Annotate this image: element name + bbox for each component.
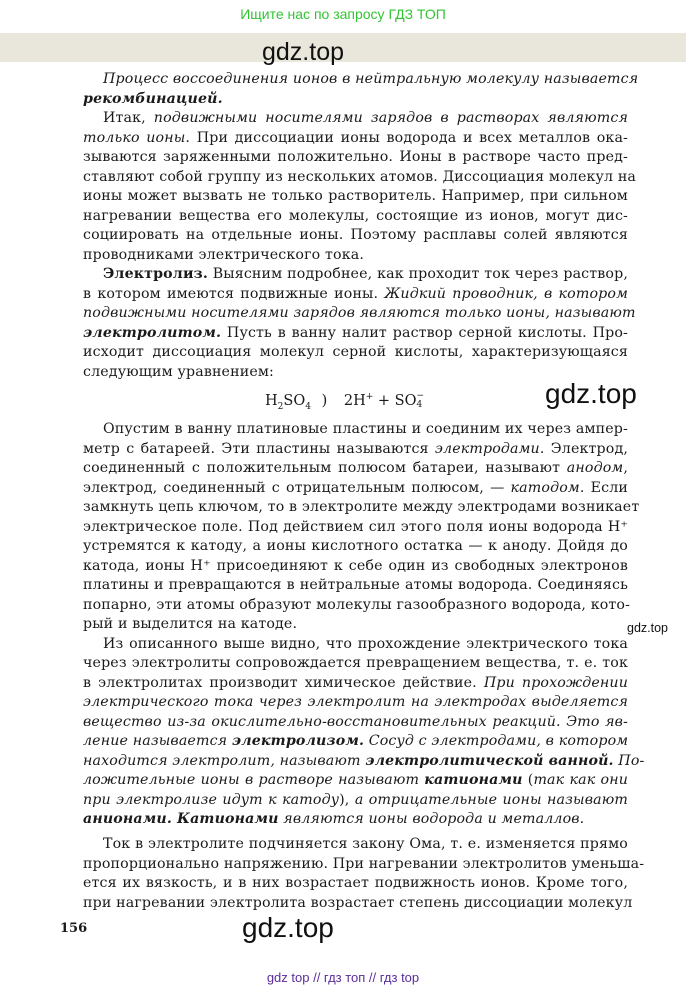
- bold-term: электролизом.: [231, 733, 365, 749]
- text-run: замкнуть цепь ключом, то в электролите между электродами возникает: [83, 499, 640, 515]
- text-line: [103, 265, 628, 283]
- text-run: ставляют собой группу из нескольких атомов. Диссоциация молекул на: [83, 168, 637, 185]
- italic-text: только ионы.: [83, 129, 191, 146]
- italic-text: а отрицательные ионы называют: [354, 791, 628, 808]
- italic-text: ложительные ионы в растворе называют: [83, 772, 425, 788]
- italic-text: По-: [613, 752, 645, 769]
- text-line: [103, 70, 639, 88]
- text-run: электрическое поле. Под действием сил этого поля ионы водорода H⁺: [83, 518, 628, 535]
- bold-term: катионами: [424, 772, 523, 788]
- italic-text: Процесс воссоединения ионов в нейтральную молекулу называется: [103, 71, 639, 87]
- text-run: (: [522, 772, 534, 788]
- text-run: социировать на отдельные ионы. Поэтому расплавы солей являются: [83, 227, 628, 243]
- text-line: [83, 874, 628, 892]
- text-run: рый и выделится на катоде.: [83, 616, 298, 632]
- text-run: метр с батареей. Эти пластины называются: [83, 440, 435, 457]
- text-line: [83, 576, 628, 594]
- search-banner[interactable]: Ищите нас по запросу ГДЗ ТОП: [240, 6, 446, 22]
- text-line: [83, 304, 636, 322]
- text-run: Из описанного выше видно, что прохождение электрического тока: [103, 635, 628, 652]
- text-run: При диссоциации ионы водорода и всех металлов ока-: [190, 129, 629, 146]
- text-run: следующим уравнением:: [83, 363, 274, 380]
- text-line: [83, 343, 628, 361]
- italic-text: катодом: [510, 479, 580, 496]
- italic-text: При прохождении: [483, 674, 628, 691]
- text-line: [83, 654, 628, 672]
- eq-sup: −: [416, 391, 425, 401]
- text-line: [83, 285, 628, 303]
- text-run: попарно, эти атомы образуют молекулы газообразного водорода, кото-: [83, 596, 631, 613]
- eq-text: H: [265, 393, 278, 409]
- italic-text: подвижными носителями зарядов в растворах являются: [153, 110, 628, 126]
- italic-text: Сосуд с электродами, в котором: [364, 733, 629, 749]
- text-run: пропорционально напряжению. При нагревании электролитов уменьша-: [83, 855, 645, 872]
- text-run: электрод, соединенный с отрицательным полюсом, —: [83, 479, 511, 496]
- italic-text: ление называется: [83, 733, 232, 749]
- eq-text: 2H: [343, 393, 366, 409]
- text-line: [83, 894, 633, 912]
- text-run: соединенный с положительным полюсом батареи, называют: [83, 460, 567, 476]
- text-line: [83, 557, 628, 575]
- text-line: [83, 518, 628, 536]
- bold-term: электролитом.: [83, 324, 222, 341]
- text-run: зываются заряженными положительно. Ионы в растворе часто пред-: [83, 149, 628, 165]
- text-line: [83, 810, 628, 828]
- eq-plus: +: [377, 393, 391, 409]
- text-run: ионы может вызвать не только растворитель. Например, при сильном: [83, 188, 628, 204]
- text-run: ,: [623, 460, 628, 476]
- watermark-header: gdz.top: [262, 38, 345, 66]
- watermark-bottom: gdz.top: [242, 912, 334, 943]
- bold-term: анионами. Катионами: [83, 811, 279, 827]
- italic-text: при электролизе идут к катоду: [83, 791, 340, 808]
- text-run: исходит диссоциация молекул серной кислоты, характеризующаяся: [83, 344, 628, 360]
- text-line: [83, 246, 628, 264]
- text-line: [83, 713, 628, 731]
- text-run: в котором имеются подвижные ионы.: [83, 285, 385, 302]
- text-line: [83, 674, 628, 692]
- eq-arrow: ): [321, 393, 328, 409]
- text-run: ),: [339, 791, 355, 808]
- text-line: [83, 187, 628, 205]
- text-run: платины и превращаются в нейтральные атомы водорода. Соединяясь: [83, 577, 628, 593]
- text-run: Выясним подробнее, как проходит ток через раствор,: [207, 266, 628, 282]
- text-line: [83, 537, 628, 555]
- text-run: катода, ионы H⁺ присоединяют к себе один из свободных электронов: [83, 557, 628, 574]
- eq-sub: 4: [305, 401, 311, 412]
- text-run: ется их вязкость, и в них возрастает подвижность ионов. Кроме того,: [83, 875, 628, 891]
- text-line: [83, 226, 628, 244]
- text-line: [83, 90, 628, 108]
- text-run: в электролитах производит химическое действие.: [83, 674, 484, 691]
- eq-text: SO: [394, 393, 417, 409]
- text-line: [83, 324, 628, 342]
- text-run: нагревании вещества его молекулы, состоящие из ионов, могут дис-: [83, 207, 628, 224]
- text-run: . Если: [579, 479, 628, 496]
- text-run: устремятся к катоду, а ионы кислотного остатка — к аноду. Дойдя до: [83, 538, 628, 554]
- text-line: [83, 855, 645, 873]
- text-run: . Электрод,: [539, 440, 628, 457]
- watermark-middle: gdz.top: [545, 378, 637, 409]
- footer-links[interactable]: gdz top // гдз топ // гдз top: [266, 970, 420, 985]
- text-run: Ток в электролите подчиняется закону Ома, т. е. изменяется прямо: [103, 836, 628, 852]
- text-line: [83, 498, 640, 516]
- text-run: при нагревании электролита возрастает степень диссоциации молекул: [83, 894, 633, 911]
- text-line: [103, 835, 628, 853]
- italic-text: электрического тока через электролит на электродах выделяется: [83, 694, 628, 710]
- italic-text: подвижными носителями зарядов являются только ионы, называют: [83, 305, 636, 321]
- text-line: [83, 752, 645, 770]
- watermark-small: gdz.top: [627, 621, 669, 635]
- text-line: [83, 596, 631, 614]
- italic-text: Жидкий проводник, в котором: [384, 285, 628, 302]
- bold-term: электролитической ванной.: [365, 752, 614, 769]
- italic-text: так как они: [533, 772, 628, 788]
- italic-text: находится электролит, называют: [83, 752, 366, 769]
- text-line: [103, 635, 628, 653]
- italic-text: являются ионы водорода и металлов.: [278, 811, 585, 827]
- eq-sub: 2: [277, 401, 284, 412]
- italic-text: вещество из-за окислительно-восстановительных реакций. Это яв-: [83, 713, 628, 730]
- text-line: [83, 693, 628, 711]
- eq-sup: +: [365, 392, 374, 403]
- text-line: [83, 771, 628, 789]
- text-run: Опустим в ванну платиновые пластины и соединим их через ампер-: [103, 421, 628, 437]
- dissociation-equation: [265, 392, 424, 412]
- italic-text: анодом: [566, 460, 624, 476]
- text-line: [83, 791, 628, 809]
- text-run: Итак,: [103, 110, 154, 126]
- text-line: [83, 168, 637, 186]
- eq-text: SO: [283, 393, 306, 409]
- page-number: 156: [60, 921, 88, 936]
- eq-sub: 4: [416, 400, 423, 410]
- text-line: [83, 207, 628, 225]
- text-line: [83, 459, 628, 477]
- text-line: [83, 479, 628, 497]
- text-run: Пусть в ванну налит раствор серной кислоты. Про-: [221, 324, 628, 341]
- text-run: проводниками электрического тока.: [83, 246, 364, 263]
- text-line: [83, 440, 628, 458]
- bold-term: рекомбинацией.: [83, 90, 223, 107]
- text-line: [83, 129, 628, 147]
- text-line: [103, 420, 628, 438]
- text-run: через электролиты сопровождается превращением вещества, т. е. ток: [83, 655, 628, 671]
- text-line: [83, 615, 628, 633]
- text-line: [83, 732, 628, 750]
- bold-term: Электролиз.: [103, 266, 208, 282]
- italic-text: электродами: [434, 440, 540, 457]
- text-line: [83, 148, 628, 166]
- text-line: [103, 109, 628, 127]
